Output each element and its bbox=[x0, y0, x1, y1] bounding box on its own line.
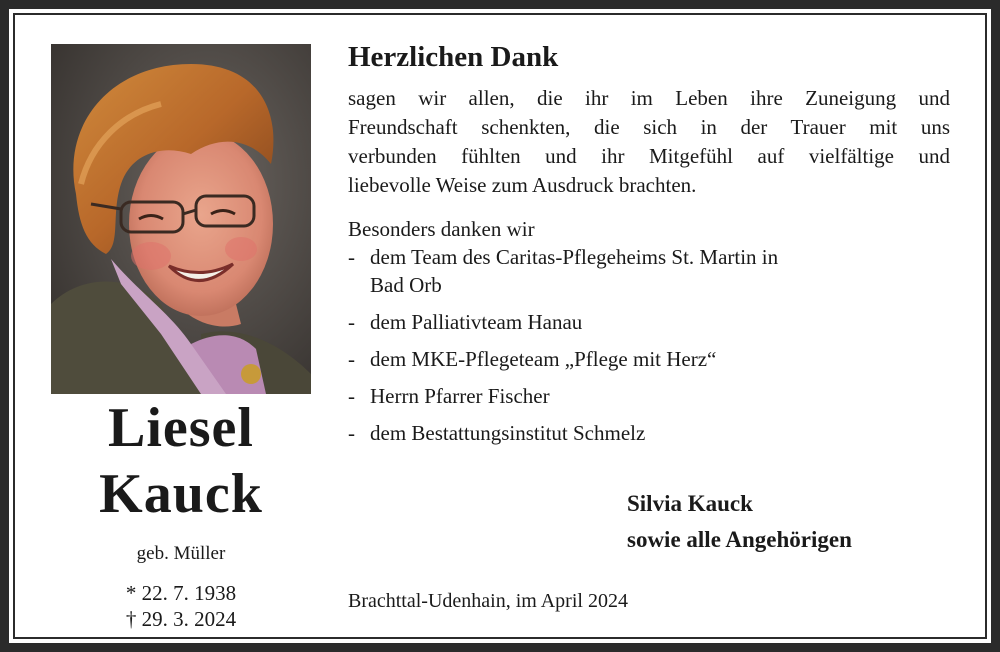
text-line: liebevolle Weise zum Ausdruck brachten. bbox=[348, 173, 697, 197]
death-date: † 29. 3. 2024 bbox=[125, 607, 237, 631]
list-item bbox=[348, 243, 908, 299]
last-name: Kauck bbox=[99, 463, 263, 525]
thanks-intro: Besonders danken wir bbox=[348, 217, 535, 241]
list-item bbox=[348, 345, 908, 373]
list-item bbox=[348, 382, 908, 410]
dash-bullet: - bbox=[348, 384, 355, 408]
text-line: sagen wir allen, die ihr im Leben ihre Zuneigung und bbox=[348, 86, 950, 110]
notice-title: Herzlichen Dank bbox=[348, 41, 559, 73]
text-line: Freundschaft schenkten, die sich in der Trauer mit uns bbox=[348, 115, 950, 139]
birth-date: * 22. 7. 1938 bbox=[125, 581, 237, 605]
deceased-info bbox=[51, 397, 311, 632]
place-date: Brachttal-Udenhain, im April 2024 bbox=[348, 590, 628, 612]
thanks-list bbox=[348, 243, 908, 456]
list-item-line: Herrn Pfarrer Fischer bbox=[370, 384, 550, 408]
list-item-line: dem Team des Caritas-Pflegeheims St. Martin in bbox=[370, 245, 779, 269]
dash-bullet: - bbox=[348, 310, 355, 334]
signature bbox=[627, 486, 852, 558]
list-item bbox=[348, 419, 908, 447]
list-item-line: Bad Orb bbox=[370, 273, 442, 297]
list-item-line: dem Bestattungsinstitut Schmelz bbox=[370, 421, 646, 445]
birth-name: geb. Müller bbox=[136, 543, 226, 564]
dates bbox=[51, 580, 311, 632]
dash-bullet: - bbox=[348, 245, 355, 269]
list-item-line: dem MKE-Pflegeteam „Pflege mit Herz“ bbox=[370, 347, 717, 371]
text-line: verbunden fühlten und ihr Mitgefühl auf vielfältige und bbox=[348, 144, 950, 168]
list-item-line: dem Palliativteam Hanau bbox=[370, 310, 583, 334]
signature-line: sowie alle Angehörigen bbox=[627, 527, 852, 552]
dash-bullet: - bbox=[348, 421, 355, 445]
first-name: Liesel bbox=[108, 397, 254, 459]
dash-bullet: - bbox=[348, 347, 355, 371]
list-item bbox=[348, 308, 908, 336]
signature-line: Silvia Kauck bbox=[627, 491, 753, 516]
portrait-photo bbox=[51, 44, 311, 394]
notice-text bbox=[348, 84, 950, 200]
